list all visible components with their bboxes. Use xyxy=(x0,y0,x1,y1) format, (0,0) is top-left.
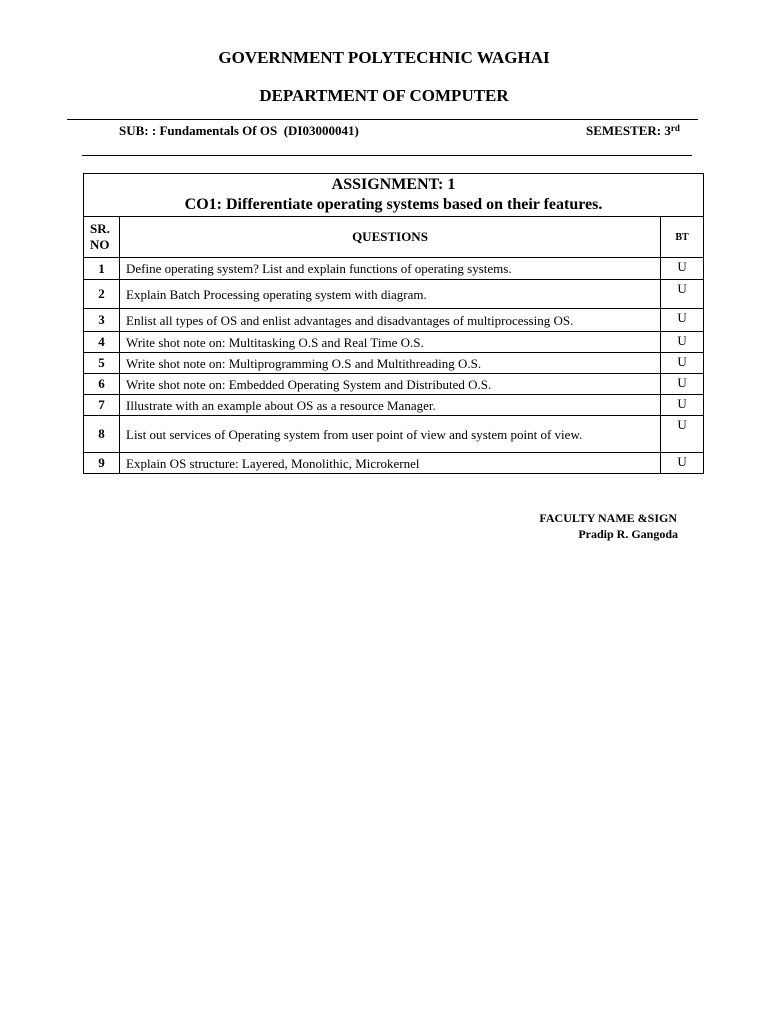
column-header-questions: QUESTIONS xyxy=(120,217,661,258)
table-row xyxy=(84,332,704,353)
row-sr-number: 7 xyxy=(84,395,120,416)
row-sr-number: 1 xyxy=(84,258,120,280)
row-bt-level: U xyxy=(661,395,704,416)
row-sr-number: 8 xyxy=(84,416,120,453)
row-sr-number: 4 xyxy=(84,332,120,353)
column-header-bt: BT xyxy=(661,217,704,258)
table-row xyxy=(84,258,704,280)
table-row xyxy=(84,309,704,332)
faculty-name: Pradip R. Gangoda xyxy=(578,527,678,541)
table-row xyxy=(84,453,704,474)
row-sr-number: 3 xyxy=(84,309,120,332)
semester-line xyxy=(586,123,680,139)
row-bt-level: U xyxy=(661,280,704,309)
row-question: Enlist all types of OS and enlist advantages and disadvantages of multiprocessing OS. xyxy=(120,309,661,332)
row-bt-level: U xyxy=(661,332,704,353)
row-bt-level: U xyxy=(661,416,704,453)
row-question: Write shot note on: Multiprogramming O.S and Multithreading O.S. xyxy=(120,353,661,374)
row-question: Explain OS structure: Layered, Monolithic, Microkernel xyxy=(120,453,661,474)
row-question: Write shot note on: Multitasking O.S and Real Time O.S. xyxy=(120,332,661,353)
column-header-row xyxy=(84,217,704,258)
semester-label: SEMESTER: 3 xyxy=(586,123,671,138)
row-sr-number: 2 xyxy=(84,280,120,309)
row-question: List out services of Operating system from user point of view and system point of view. xyxy=(120,416,661,453)
department-title: DEPARTMENT OF COMPUTER xyxy=(259,86,509,105)
faculty-sign-label: FACULTY NAME &SIGN xyxy=(539,511,677,525)
assignment-title: ASSIGNMENT: 1 xyxy=(331,176,456,193)
row-bt-level: U xyxy=(661,374,704,395)
table-row xyxy=(84,353,704,374)
sr-header-line2: NO xyxy=(90,237,110,252)
row-question: Define operating system? List and explain functions of operating systems. xyxy=(120,258,661,280)
row-sr-number: 6 xyxy=(84,374,120,395)
row-sr-number: 5 xyxy=(84,353,120,374)
assignment-header-cell xyxy=(84,174,704,217)
sr-header-line1: SR. xyxy=(90,221,110,236)
row-question: Write shot note on: Embedded Operating System and Distributed O.S. xyxy=(120,374,661,395)
row-bt-level: U xyxy=(661,353,704,374)
institute-title: GOVERNMENT POLYTECHNIC WAGHAI xyxy=(218,48,550,67)
row-question: Illustrate with an example about OS as a resource Manager. xyxy=(120,395,661,416)
subject-line: SUB: : Fundamentals Of OS (DI03000041) xyxy=(119,123,359,138)
table-row xyxy=(84,416,704,453)
course-outcome: CO1: Differentiate operating systems based on their features. xyxy=(184,196,603,213)
column-header-sr-no xyxy=(84,217,120,258)
header-divider-top xyxy=(67,119,698,120)
assignment-header-row xyxy=(84,174,704,217)
table-row xyxy=(84,395,704,416)
row-bt-level: U xyxy=(661,258,704,280)
row-sr-number: 9 xyxy=(84,453,120,474)
table-row xyxy=(84,374,704,395)
row-bt-level: U xyxy=(661,453,704,474)
row-question: Explain Batch Processing operating system with diagram. xyxy=(120,280,661,309)
header-divider-bottom xyxy=(82,155,692,156)
assignment-table xyxy=(83,173,704,474)
semester-suffix: rd xyxy=(670,123,680,133)
row-bt-level: U xyxy=(661,309,704,332)
table-row xyxy=(84,280,704,309)
